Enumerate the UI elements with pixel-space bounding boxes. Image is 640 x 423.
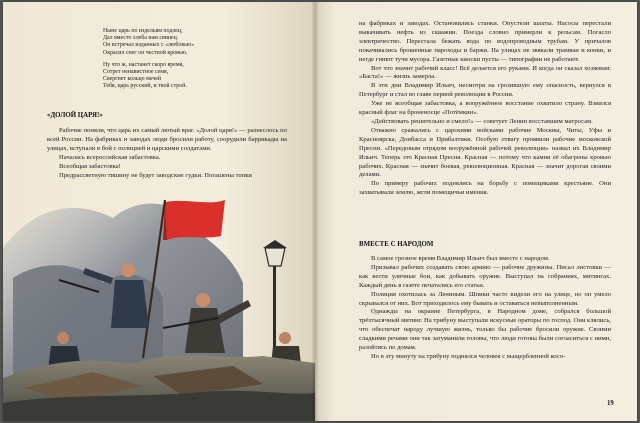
right-body-text-top <box>359 20 611 198</box>
poem-line: Дал вместо хлеба нам свинец. <box>103 35 179 42</box>
paragraph: Полиция охотилась за Лениным. Шпики часто видели его на улице, но он умело скрывался от них. Вот приходилось ему бывать и оставаться невыполненным. <box>359 290 611 307</box>
poem-line: Он встречал изданных с «любовью» <box>103 42 195 49</box>
paragraph: Однажды на окраине Петербурга, в Народном доме, собрался большой трёхтысячный митинг. На трибуну выступали искусные ораторы по господ. Они клялись, что обеспечат народу лучшую жизнь, только бы рабочие бросили оружие. Своими сладкими речами они так затуманили головы, что люди готовы были согласиться с ними, разойтись по домам. <box>359 308 611 352</box>
paragraph: В самое грозное время Владимир Ильич был вместе с народом. <box>371 255 550 262</box>
paragraph: Всеобщая забастовка! <box>59 162 121 170</box>
poem-line: Сотрет ненавистное семя, <box>103 69 169 76</box>
poem-line: Окрасил снег он честной кровью. <box>103 49 188 56</box>
paragraph: В эти дни Владимир Ильич, несмотря на грозившую ему опасность, вернулся в Петербург и стал во главе первой революции в России. <box>359 82 611 99</box>
paragraph: Вот что значит рабочий класс! Всё делается его руками. И когда он сказал хозяевам: «Баста!» — жизнь замерла. <box>359 64 611 81</box>
section-heading-with-the-people: ВМЕСТЕ С НАРОДОМ <box>359 241 434 248</box>
paragraph: Призывал рабочих создавать свою армию — рабочие дружины. Писал листовки — как вести уличные бои, как добывать оружие. Выступал на собраниях, митингах. Каждый день в газете печатались его статьи. <box>359 263 611 289</box>
paragraph: Предрассветную тишину не будет заводские гудки. Погашены топки <box>59 171 252 179</box>
paragraph: Уже не всеобщая забастовка, а вооружённое восстание охватило страну. Взвился красный флаг на броненосце «Потёмкин». <box>359 100 611 117</box>
left-page <box>3 2 315 421</box>
paragraph: Рабочие поняли, что царь их самый лютый враг. «Долой царя!» — разнеслось по всей России. На фабриках и заводах люди бросили работу, соорудили баррикады на улицах, вступали в бой с полицией и царскими солдатами. <box>47 127 287 152</box>
paragraph: Началась всероссийская забастовка. <box>59 153 161 161</box>
paragraph: на фабриках и заводах. Остановились станки. Опустели шахты. Насосы перестали выкачивать нефть из скважин. Поезда словно примерли к рельсам. Погасло электричество. Перестала бежать вода по водопроводным трубам. У причалов покачивались брошенные пароходы и баржи. На улицах не звякали трамваи и конки, и негде гниют тучи мусора. Газетные киоски пусты — типографии не работают. <box>359 20 611 63</box>
poem-excerpt <box>103 28 283 91</box>
paragraph: По примеру рабочих поднялись на борьбу с помещиками крестьяне. Они захватывали землю, жгли помещичьи имения. <box>359 180 611 197</box>
page-number: 19 <box>607 400 614 407</box>
paragraph: Но в эту минуту на трибуну поднялся человек с выщербленной косо- <box>371 352 566 360</box>
paragraph: Отважно сражались с царскими войсками рабочие Москвы, Читы, Уфы и Красноярска, Донбасса и Прибалтики. Особую отвагу проявили рабочие московской Пресни. «Передовым отрядом вооружённой рабочей революции» назвал их Владимир Ильич. Теперь это Красная Пресня. Красная — потому что камни её обагрены кровью рабочих. Красная — значит боевая, революционная. Красная — значит дорогая своими делами. <box>359 126 611 179</box>
right-body-text-bottom <box>359 255 611 362</box>
barricade-illustration <box>3 188 315 421</box>
poem-line: Свергнет кольцо мечей <box>103 76 162 83</box>
poem-line: Ну что ж, настанет скоро время, <box>103 61 184 68</box>
book-spread <box>3 2 637 421</box>
section-heading-down-with-tsar: «ДОЛОЙ ЦАРЯ!» <box>47 112 103 119</box>
poem-line: Тебя, царь русский, и твой строй. <box>103 83 187 90</box>
book-gutter <box>311 2 319 421</box>
poem-line: Ныне царь по издельям подлец, <box>103 28 183 34</box>
paragraph: «Действовать решительно и смело!» — советует Ленин восставшим матросам. <box>371 117 593 125</box>
left-body-text <box>47 127 287 180</box>
